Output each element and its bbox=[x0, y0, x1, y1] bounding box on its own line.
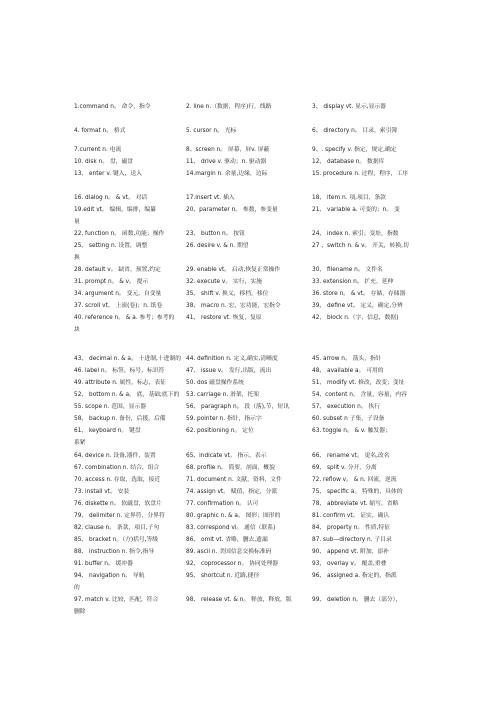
vocab-entry: 72. reflow v。 & n. 回流，逆流 bbox=[312, 477, 397, 483]
vocab-entry: 11、 drive v. 驱动；n. 驱动器 bbox=[186, 159, 267, 165]
vocab-entry: 70. access n. 存取，选取，接近 bbox=[74, 477, 161, 483]
vocab-entry: 35、 shift v. 换义，移档，移位 bbox=[186, 291, 269, 297]
vocab-row bbox=[74, 156, 454, 168]
vocab-entry: 93、 overlay v。 覆盖,重叠 bbox=[312, 561, 387, 567]
vocab-entry: 66、 rename vt。 更名,改名 bbox=[312, 453, 390, 459]
vocab-entry: 36. store n。 & vt。 存储，存储器 bbox=[312, 291, 406, 297]
vocab-row bbox=[74, 324, 454, 336]
vocab-entry: 69、 split v. 分开，分离 bbox=[312, 465, 377, 471]
vocab-row bbox=[74, 534, 454, 546]
vocab-row bbox=[74, 450, 454, 462]
vocab-entry: 41、 restore vt. 恢复，复原 bbox=[186, 315, 262, 321]
vocab-entry: 30、 filename n。 文件名 bbox=[312, 267, 383, 273]
vocab-entry: 2. line n.（数据，程序)行，线路 bbox=[186, 104, 272, 110]
vocab-entry: 79、 delimiter n. 定界符，分界符 bbox=[74, 513, 165, 519]
vocab-entry: 58、 backup n. 备份，后援，后備 bbox=[74, 416, 166, 422]
vocab-entry: 25、 setting n. 设置，调整 bbox=[74, 243, 148, 249]
vocab-row bbox=[74, 216, 454, 228]
vocab-entry: 95、 shortcut n. 近路,捷径 bbox=[186, 573, 260, 579]
vocab-entry: 量 bbox=[74, 219, 80, 225]
vocab-entry: 12、 database n。 数据库 bbox=[312, 159, 385, 165]
vocab-row bbox=[74, 437, 454, 449]
vocab-row bbox=[74, 252, 454, 264]
vocab-entry: 14.margin n. 余量,边缘，边际 bbox=[186, 171, 268, 177]
vocab-row bbox=[74, 486, 454, 498]
vocab-row bbox=[74, 125, 454, 137]
vocab-block-5 bbox=[74, 353, 454, 449]
vocab-entry: 22. function n。 函数,功能；操作 bbox=[74, 231, 165, 237]
vocab-entry: 87. sub—directory n. 子目录 bbox=[312, 537, 392, 543]
vocab-entry: 46. label n。 标签，标号，标识符 bbox=[74, 368, 165, 374]
vocab-entry: 98、 release vt. & n。 释放，释放，版 bbox=[186, 597, 292, 603]
vocab-row bbox=[74, 264, 454, 276]
vocab-row bbox=[74, 510, 454, 522]
vocab-entry: 67. combination n. 结合，组合 bbox=[74, 465, 160, 471]
vocab-row bbox=[74, 288, 454, 300]
vocab-row bbox=[74, 377, 454, 389]
vocab-row bbox=[74, 353, 454, 365]
vocab-entry: 61、 keyboard n。 键盘 bbox=[74, 428, 141, 434]
vocab-entry: 10. disk n。 盘，磁盘 bbox=[74, 159, 134, 165]
vocab-entry: 64. device n. 设备,器件，装置 bbox=[74, 453, 156, 459]
vocab-entry: 89. ascii n. 美国信息交换标准码 bbox=[186, 549, 272, 555]
vocab-entry: 23、 button n。 按钮 bbox=[186, 231, 245, 237]
vocab-row bbox=[74, 300, 454, 312]
vocab-row bbox=[74, 204, 454, 216]
vocab-entry: 换 bbox=[74, 255, 80, 261]
vocab-entry: 88、 instruction n. 指令,指导 bbox=[74, 549, 155, 555]
vocab-block-2 bbox=[74, 125, 454, 137]
vocab-entry: 82. clause n。 条款，项目,子句 bbox=[74, 525, 160, 531]
vocab-entry: 32. execute v。 实行，实施 bbox=[186, 279, 262, 285]
vocab-block-3 bbox=[74, 144, 454, 180]
vocab-entry: 40. reference n。 & a. 参考；参考的 bbox=[74, 315, 175, 321]
vocab-entry: 13、 enter v. 键入，送入 bbox=[74, 171, 142, 177]
vocab-entry: 63. toggle n。 & v. 触发器； bbox=[312, 428, 391, 434]
vocab-entry: 43、 decimal n. & a。 十进制,十进制的 bbox=[74, 356, 182, 362]
vocab-entry: 块 bbox=[74, 327, 80, 333]
vocab-row bbox=[74, 401, 454, 413]
vocab-block-4 bbox=[74, 192, 454, 336]
vocab-entry: 76. diskette n。 软磁盘，软盘片 bbox=[74, 501, 162, 507]
vocab-entry: 34. argument n。 变元，自变量 bbox=[74, 291, 162, 297]
vocab-row bbox=[74, 413, 454, 425]
vocab-entry: 6、 directory n。 目录，索引簿 bbox=[312, 128, 398, 134]
vocab-entry: 99、 deletion n。 删去（部分）， bbox=[312, 597, 402, 603]
vocab-entry: 15. procedure n. 过程，程序，工序 bbox=[312, 171, 409, 177]
vocab-entry: 73. install vt。 安装 bbox=[74, 489, 130, 495]
vocab-entry: 3、 display vt. 显示,显示器 bbox=[312, 104, 386, 110]
vocab-entry: 53. carriage n. 滑架，托架 bbox=[186, 392, 260, 398]
vocab-entry: 50. dos 磁盘操作系统 bbox=[186, 380, 244, 386]
vocab-entry: 91. buffer n。 缓冲器 bbox=[74, 561, 133, 567]
vocab-row bbox=[74, 240, 454, 252]
vocab-entry: 83. correspond vi。 通信（联系) bbox=[186, 525, 276, 531]
vocab-entry: 18、 item n. 项,项目，条款 bbox=[312, 195, 386, 201]
vocab-entry: 1.command n。 命令，指令 bbox=[74, 104, 151, 110]
vocab-entry: 8、screen n。 屏幕，屏v. 屏蔽 bbox=[186, 147, 270, 153]
vocab-entry: 29. enable vt。 启动,恢复正常操作 bbox=[186, 267, 281, 273]
vocab-entry: 56、 paragraph n。 段（落),节，短讯 bbox=[186, 404, 289, 410]
vocab-entry: 62. positioning n。 定位 bbox=[186, 428, 254, 434]
vocab-entry: 85、 bracket n。（方)括号,等级 bbox=[74, 537, 159, 543]
vocab-entry: 19.edit vt。 编辑，编排，编纂 bbox=[74, 207, 156, 213]
vocab-entry: 78、 abbreviate vt. 缩写，省略 bbox=[312, 501, 399, 507]
vocab-entry: 92、 coprocessor n。 协同处理器 bbox=[186, 561, 279, 567]
vocab-row bbox=[74, 168, 454, 180]
vocab-entry: 31. prompt n。 & v。 提示 bbox=[74, 279, 149, 285]
vocab-row bbox=[74, 498, 454, 510]
vocab-entry: 90、 append vt. 附加，添补 bbox=[312, 549, 390, 555]
vocab-entry: 65、indicate vt。 指示，表示 bbox=[186, 453, 267, 459]
vocab-entry: 86、 omit vt. 省略，删去,遗漏 bbox=[186, 537, 268, 543]
vocab-entry: 24、 index n. 索引；变址，指数 bbox=[312, 231, 399, 237]
vocab-row bbox=[74, 570, 454, 582]
vocab-row bbox=[74, 389, 454, 401]
vocab-entry: 51、 modify vt. 修改，改变；变址 bbox=[312, 380, 405, 386]
vocab-entry: 38、 macro n. 宏，宏功能，宏指令 bbox=[186, 303, 281, 309]
vocab-entry: 4. format n。 格式 bbox=[74, 128, 126, 134]
vocab-entry: 17.insert vt. 插入 bbox=[186, 195, 235, 201]
vocab-entry: 94、 navigation n。 导航 bbox=[74, 573, 145, 579]
vocab-row bbox=[74, 276, 454, 288]
vocab-row bbox=[74, 462, 454, 474]
vocab-block-6 bbox=[74, 450, 454, 618]
vocab-entry: 49. attribute n. 属性，标志，表征 bbox=[74, 380, 166, 386]
vocab-entry: 47、 issue v。 发行,出版，流出 bbox=[186, 368, 272, 374]
vocab-entry: 71. document n. 文献，资料，文件 bbox=[186, 477, 282, 483]
vocab-entry: 44. definition n. 定义,确实,清晰度 bbox=[186, 356, 278, 362]
vocab-row bbox=[74, 144, 454, 156]
vocab-entry: 96、 assigned a. 指定的，指派 bbox=[312, 573, 397, 579]
vocab-entry: 57、 execution n。 执行 bbox=[312, 404, 381, 410]
vocab-row bbox=[74, 474, 454, 486]
vocab-entry: 54、content n。 含量，容量，内容 bbox=[312, 392, 407, 398]
vocab-entry: 48、 available a。 可用的 bbox=[312, 368, 384, 374]
vocab-entry: 74. assign vt。 赋值，指定，分派 bbox=[186, 489, 278, 495]
vocab-entry: 16. dialog n。 & vt。 对话 bbox=[74, 195, 148, 201]
vocab-entry: 7.current n. 电流 bbox=[74, 147, 122, 153]
vocab-row bbox=[74, 228, 454, 240]
vocab-entry: 20、parameter n。 参数，参变量 bbox=[186, 207, 278, 213]
vocab-entry: 27 、switch n. & v。 开关，转换,切 bbox=[312, 243, 409, 249]
vocab-entry: 59. pointer n. 指针，指示字 bbox=[186, 416, 262, 422]
vocab-row bbox=[74, 582, 454, 594]
vocab-entry: 77. confirmation n。 认可 bbox=[186, 501, 259, 507]
vocab-entry: 84、 property n。 性质,特征 bbox=[312, 525, 391, 531]
vocab-row bbox=[74, 594, 454, 606]
vocab-entry: 80. graphic n. & a。 图形；图形的 bbox=[186, 513, 281, 519]
vocab-entry: 21、 variable a. 可变的；n。 变 bbox=[312, 207, 400, 213]
vocab-block-1 bbox=[74, 101, 454, 113]
vocab-row bbox=[74, 606, 454, 618]
vocab-row bbox=[74, 101, 454, 113]
vocab-row bbox=[74, 522, 454, 534]
vocab-entry: 97. match v. 比较，匹配，符合 bbox=[74, 597, 159, 603]
vocab-entry: 42、 block n.（字，信息，数据) bbox=[312, 315, 399, 321]
vocab-entry: 39、 define vt。 定义，确定,分辨 bbox=[312, 303, 403, 309]
vocab-entry: 33. extension n。 扩充，延伸 bbox=[312, 279, 394, 285]
vocab-entry: 9、. specify v. 指定，规定,确定 bbox=[312, 147, 397, 153]
vocab-entry: 52、 bottom n. & a。 底，基础;底下的 bbox=[74, 392, 180, 398]
vocab-entry: 81. confirm vt。 证实，确认 bbox=[312, 513, 390, 519]
vocab-entry: 28. default v。 缺省，预置,约定 bbox=[74, 267, 161, 273]
vocab-entry: 68. profile n。 简要，剖面，概貌 bbox=[186, 465, 275, 471]
vocab-entry: 系紧 bbox=[74, 440, 86, 446]
vocab-entry: 55. scope n. 范围，显示器 bbox=[74, 404, 147, 410]
vocab-entry: 75、 specific a。 特殊的，具体的 bbox=[312, 489, 403, 495]
vocab-entry: 5. cursor n。 光标 bbox=[186, 128, 237, 134]
vocab-entry: 26. desire v. & n. 期望 bbox=[186, 243, 249, 249]
vocab-entry: 60. subset n 子集，子设备 bbox=[312, 416, 385, 422]
vocab-row bbox=[74, 365, 454, 377]
vocab-entry: 的 bbox=[74, 585, 80, 591]
vocab-row bbox=[74, 546, 454, 558]
vocab-row bbox=[74, 192, 454, 204]
vocab-entry: 45. arrow n。 箭头，指针 bbox=[312, 356, 382, 362]
vocab-row bbox=[74, 312, 454, 324]
vocab-entry: 37. scroll vt。 上滚(卷)；n. 纸卷 bbox=[74, 303, 163, 309]
vocab-entry: 删除 bbox=[74, 609, 86, 615]
vocab-row bbox=[74, 558, 454, 570]
vocab-row bbox=[74, 425, 454, 437]
